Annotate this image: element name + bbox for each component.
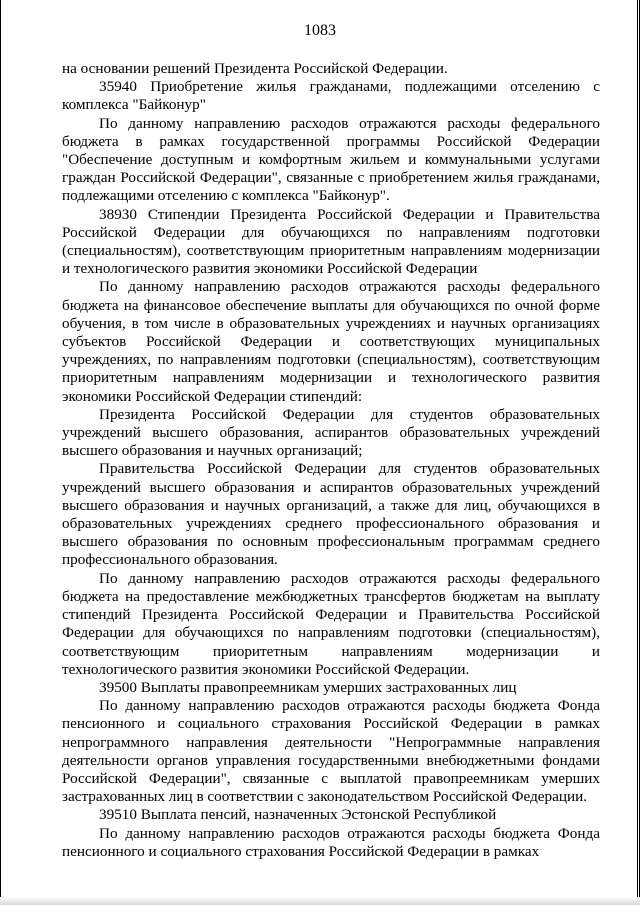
scan-left-edge [0, 0, 1, 905]
section-heading-38930: 38930 Стипендии Президента Российской Федерации и Правительства Российской Федерации для обучающихся по направлениям подготовки (специальностям), соответствующим приоритетным направлениям модернизации и технологического развития экономики Российской Федерации [62, 205, 600, 278]
section-heading-39510: 39510 Выплата пенсий, назначенных Эстонской Республикой [99, 806, 497, 824]
paragraph-president-scholarships: Президента Российской Федерации для студентов образовательных учреждений высшего образования, аспирантов образовательных учреждений высшего образования и научных организаций; [62, 405, 600, 460]
document-body [62, 60, 600, 861]
paragraph-government-scholarships: Правительства Российской Федерации для студентов образовательных учреждений высшего образования и аспирантов образовательных учреждений высшего образования и научных организаций, а также для лиц, обучающихся в образовательных учреждениях среднего профессионального образования и высшего образования по основным профессиональным программам среднего профессионального образования. [62, 460, 600, 569]
paragraph-38930-description: По данному направлению расходов отражаются расходы федерального бюджета на финансовое обеспечение выплаты для обучающихся по очной форме обучения, в том числе в образовательных учреждениях и научных организациях субъектов Российской Федерации и соответствующих муниципальных учреждениях, по направлениям подготовки (специальностям), соответствующим приоритетным направлениям модернизации и технологического развития экономики Российской Федерации стипендий: [62, 278, 600, 405]
scan-right-edge [637, 0, 638, 905]
paragraph-39500-description: По данному направлению расходов отражаются расходы бюджета Фонда пенсионного и социального страхования Российской Федерации в рамках непрограммного направления деятельности "Непрограммные направления деятельности органов управления государственными внебюджетными фондами Российской Федерации", связанные с выплатой правопреемникам умерших застрахованных лиц в соответствии с законодательством Российской Федерации. [62, 697, 600, 806]
scan-bottom-shadow [0, 897, 640, 905]
paragraph-continuation: на основании решений Президента Российской Федерации. [62, 60, 448, 77]
paragraph-39510-description: По данному направлению расходов отражаются расходы бюджета Фонда пенсионного и социального страхования Российской Федерации в рамках [62, 824, 600, 860]
paragraph-35940-description: По данному направлению расходов отражаются расходы федерального бюджета в рамках государственной программы Российской Федерации "Обеспечение доступным и комфортным жильем и коммунальными услугами граждан Российской Федерации", связанные с приобретением жилья гражданами, подлежащими отселению с комплекса "Байконур". [62, 114, 600, 205]
page-number: 1083 [304, 22, 336, 39]
paragraph-38930-transfers: По данному направлению расходов отражаются расходы федерального бюджета на предоставление межбюджетных трансфертов бюджетам на выплату стипендий Президента Российской Федерации и Правительства Российской Федерации для обучающихся по направлениям подготовки (специальностям), соответствующим приоритетным направлениям модернизации и технологического развития экономики Российской Федерации. [62, 569, 600, 678]
section-heading-35940: 35940 Приобретение жилья гражданами, подлежащими отселению с комплекса "Байконур" [62, 78, 600, 114]
section-heading-39500: 39500 Выплаты правопреемникам умерших застрахованных лиц [99, 678, 517, 696]
